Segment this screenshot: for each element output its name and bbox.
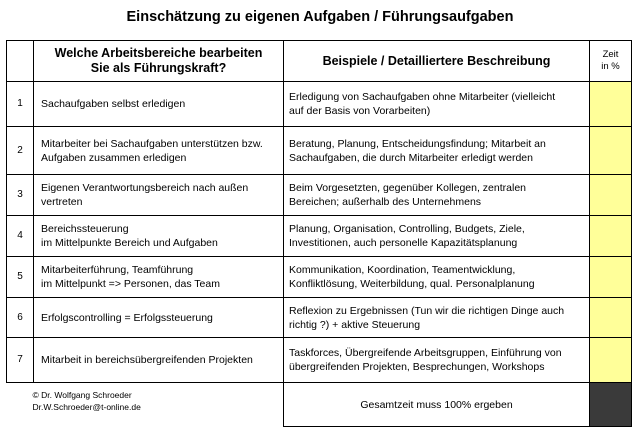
email-text: Dr.W.Schroeder@t-online.de: [32, 402, 141, 412]
author-text: © Dr. Wolfgang Schroeder: [32, 390, 132, 400]
row-number: 1: [7, 82, 34, 127]
row-number: 3: [7, 175, 34, 216]
row-number: 6: [7, 298, 34, 338]
beispiel-line2: Bereichen; außerhalb des Unternehmens: [289, 196, 482, 208]
table-row: [7, 175, 632, 216]
beispiel-line1: Beim Vorgesetzten, gegenüber Kollegen, zentralen: [289, 182, 526, 194]
row-number: 7: [7, 338, 34, 383]
beispiel-cell: [284, 175, 590, 216]
beispiel-line1: Beratung, Planung, Entscheidungsfindung; Mitarbeit an: [289, 137, 546, 150]
task-table: [6, 40, 632, 427]
total-label: Gesamtzeit muss 100% ergeben: [284, 383, 590, 427]
beispiel-line2: Investitionen, auch personelle Kapazitätsplanung: [289, 237, 518, 249]
header-zeit-line2: in %: [601, 61, 620, 72]
row-number: 5: [7, 257, 34, 298]
beispiel-cell: [284, 216, 590, 257]
beispiel-cell: [284, 338, 590, 383]
bereich-cell: [34, 216, 284, 257]
bereich-cell: [34, 175, 284, 216]
bereich-cell: [34, 257, 284, 298]
header-bereich: [34, 41, 284, 82]
table-row: [7, 127, 632, 175]
bereich-line2: Aufgaben zusammen erledigen: [41, 151, 187, 164]
bereich-line2: vertreten: [41, 196, 83, 208]
table-row: [7, 298, 632, 338]
table-row: [7, 216, 632, 257]
beispiel-line1: Taskforces, Übergreifende Arbeitsgruppen, Einführung von: [289, 347, 562, 359]
copyright-block: [7, 383, 284, 427]
page-title: Einschätzung zu eigenen Aufgaben / Führungsaufgaben: [126, 9, 514, 25]
header-bereich-line1: Welche Arbeitsbereiche bearbeiten: [54, 46, 263, 60]
header-bereich-line2: Sie als Führungskraft?: [90, 61, 227, 75]
beispiel-line1: Planung, Organisation, Controlling, Budgets, Ziele,: [289, 223, 525, 235]
beispiel-line2: übergreifenden Projekten, Besprechungen, Workshops: [289, 361, 545, 373]
bereich-cell: [34, 127, 284, 175]
bereich-line1: Mitarbeiter bei Sachaufgaben unterstützen bzw.: [41, 137, 263, 150]
beispiel-cell: [284, 127, 590, 175]
bereich-cell: [34, 298, 284, 338]
row-number: 4: [7, 216, 34, 257]
beispiel-line2: Konfliktlösung, Weiterbildung, qual. Personalplanung: [289, 278, 535, 290]
bereich-line2: im Mittelpunkt => Personen, das Team: [41, 278, 220, 290]
zeit-input-cell[interactable]: [590, 216, 632, 257]
zeit-input-cell[interactable]: [590, 82, 632, 127]
bereich-line1: Mitarbeiterführung, Teamführung: [41, 264, 194, 276]
bereich-line1: Mitarbeit in bereichsübergreifenden Projekten: [41, 354, 253, 366]
bereich-cell: [34, 82, 284, 127]
table-header-row: [7, 41, 632, 82]
beispiel-line2: richtig ?) + aktive Steuerung: [289, 318, 421, 331]
bereich-cell: [34, 338, 284, 383]
zeit-input-cell[interactable]: [590, 127, 632, 175]
zeit-input-cell[interactable]: [590, 257, 632, 298]
table-row: [7, 82, 632, 127]
beispiel-cell: [284, 298, 590, 338]
bereich-line1: Bereichssteuerung: [41, 223, 129, 235]
zeit-input-cell[interactable]: [590, 338, 632, 383]
beispiel-line1: Reflexion zu Ergebnissen (Tun wir die richtigen Dinge auch: [289, 304, 565, 317]
header-num-cell: [7, 41, 34, 82]
header-beispiele: Beispiele / Detailliertere Beschreibung: [284, 41, 590, 82]
beispiel-line2: Sachaufgaben, die durch Mitarbeiter erledigt werden: [289, 151, 533, 164]
bereich-line2: im Mittelpunkte Bereich und Aufgaben: [41, 237, 218, 249]
header-zeit: [590, 41, 632, 82]
bereich-line1: Sachaufgaben selbst erledigen: [41, 98, 186, 110]
beispiel-cell: [284, 82, 590, 127]
table-row: [7, 257, 632, 298]
beispiel-line1: Kommunikation, Koordination, Teamentwicklung,: [289, 264, 516, 276]
beispiel-line2: auf der Basis von Vorarbeiten): [289, 105, 431, 117]
bereich-line1: Erfolgscontrolling = Erfolgssteuerung: [41, 311, 213, 324]
beispiel-cell: [284, 257, 590, 298]
zeit-input-cell[interactable]: [590, 298, 632, 338]
table-row: [7, 338, 632, 383]
bereich-line1: Eigenen Verantwortungsbereich nach außen: [41, 182, 249, 194]
total-cell: [590, 383, 632, 427]
zeit-input-cell[interactable]: [590, 175, 632, 216]
table-footer-row: [7, 383, 632, 427]
beispiel-line1: Erledigung von Sachaufgaben ohne Mitarbeiter (vielleicht: [289, 91, 556, 103]
header-zeit-line1: Zeit: [602, 49, 619, 60]
row-number: 2: [7, 127, 34, 175]
